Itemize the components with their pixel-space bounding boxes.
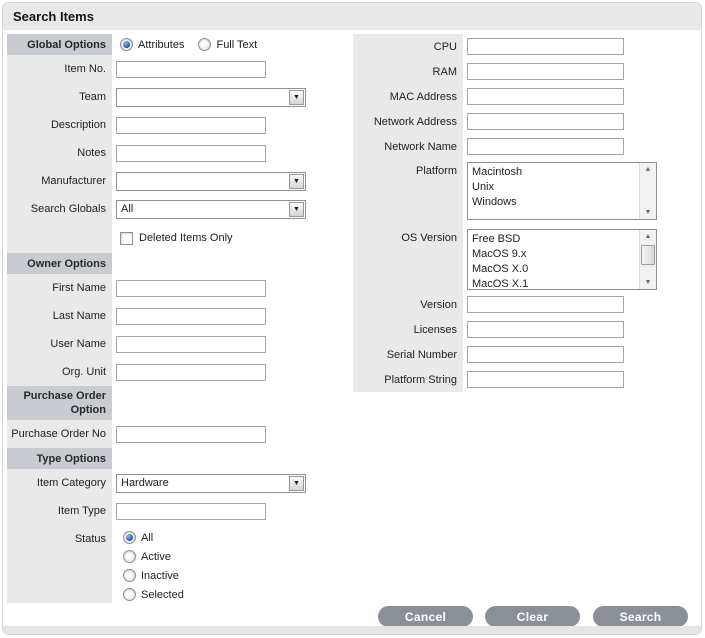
search-globals-select-value: All [121, 203, 134, 215]
last-name-row [7, 302, 355, 330]
notes-row [7, 139, 355, 167]
platform-string-input[interactable] [467, 371, 624, 388]
item-type-label: Item Type [7, 497, 112, 525]
chevron-down-icon: ▼ [289, 90, 304, 105]
deleted-items-only-row [7, 223, 355, 253]
org-unit-input[interactable] [116, 364, 266, 381]
status-label: Status [7, 525, 112, 603]
purchase-order-option-header: Purchase Order Option [7, 386, 112, 420]
attributes-radio-label: Attributes [138, 38, 185, 51]
platform-scrollbar[interactable] [639, 163, 656, 219]
description-input[interactable] [116, 117, 266, 134]
radio-selected-icon [123, 531, 136, 544]
user-name-input[interactable] [116, 336, 266, 353]
global-options-header: Global Options [7, 34, 112, 55]
scroll-up-icon[interactable]: ▲ [644, 233, 652, 240]
scroll-up-icon[interactable]: ▲ [644, 166, 652, 173]
bottom-strip [3, 626, 701, 634]
ram-input[interactable] [467, 63, 624, 80]
first-name-input[interactable] [116, 280, 266, 297]
radio-unselected-icon [123, 550, 136, 563]
licenses-row [353, 317, 701, 342]
owner-options-header: Owner Options [7, 253, 112, 274]
team-label: Team [7, 83, 112, 111]
org-unit-label: Org. Unit [7, 358, 112, 386]
owner-options-section-row [7, 253, 355, 274]
first-name-label: First Name [7, 274, 112, 302]
org-unit-row [7, 358, 355, 386]
platform-option-macintosh[interactable]: Macintosh [472, 166, 523, 178]
search-mode-radio-group [116, 38, 257, 51]
user-name-row [7, 330, 355, 358]
radio-selected-icon [120, 38, 133, 51]
os-option-macosx0[interactable]: MacOS X.0 [472, 263, 529, 275]
description-label: Description [7, 111, 112, 139]
serial-number-input[interactable] [467, 346, 624, 363]
notes-label: Notes [7, 139, 112, 167]
os-option-macosx1[interactable]: MacOS X.1 [472, 278, 529, 290]
version-label: Version [353, 292, 463, 317]
scroll-down-icon[interactable]: ▼ [644, 209, 652, 216]
deleted-items-only-checkbox[interactable] [120, 232, 233, 245]
manufacturer-row [7, 167, 355, 195]
purchase-order-no-input[interactable] [116, 426, 266, 443]
os-option-freebsd[interactable]: Free BSD [472, 233, 521, 245]
scrollbar-thumb[interactable] [641, 245, 655, 265]
last-name-label: Last Name [7, 302, 112, 330]
status-inactive-label: Inactive [141, 569, 179, 582]
right-form-column [353, 34, 701, 392]
os-version-label: OS Version [353, 226, 463, 292]
ram-label: RAM [353, 59, 463, 84]
item-no-input[interactable] [116, 61, 266, 78]
purchase-order-section-row [7, 386, 355, 420]
manufacturer-select[interactable] [116, 172, 306, 191]
deleted-items-only-label: Deleted Items Only [139, 232, 233, 244]
first-name-row [7, 274, 355, 302]
radio-unselected-icon [123, 569, 136, 582]
notes-input[interactable] [116, 145, 266, 162]
search-globals-select[interactable] [116, 200, 306, 219]
platform-option-unix[interactable]: Unix [472, 181, 495, 193]
manufacturer-label: Manufacturer [7, 167, 112, 195]
item-type-input[interactable] [116, 503, 266, 520]
platform-label: Platform [353, 159, 463, 226]
type-options-section-row [7, 448, 355, 469]
chevron-down-icon: ▼ [289, 174, 304, 189]
team-select[interactable] [116, 88, 306, 107]
cpu-row [353, 34, 701, 59]
status-active-radio[interactable] [123, 550, 171, 563]
chevron-down-icon: ▼ [289, 202, 304, 217]
scroll-down-icon[interactable]: ▼ [644, 279, 652, 286]
platform-string-row [353, 367, 701, 392]
team-row [7, 83, 355, 111]
cancel-button[interactable]: Cancel [378, 606, 473, 627]
global-options-section-row [7, 34, 355, 55]
mac-address-label: MAC Address [353, 84, 463, 109]
network-address-label: Network Address [353, 109, 463, 134]
version-input[interactable] [467, 296, 624, 313]
purchase-order-no-row [7, 420, 355, 448]
deleted-items-only-spacer [7, 223, 112, 253]
version-row [353, 292, 701, 317]
network-address-row [353, 109, 701, 134]
serial-number-row [353, 342, 701, 367]
mac-address-input[interactable] [467, 88, 624, 105]
checkbox-unchecked-icon [120, 232, 133, 245]
status-inactive-radio[interactable] [123, 569, 179, 582]
mac-address-row [353, 84, 701, 109]
platform-listbox[interactable] [467, 162, 657, 220]
network-address-input[interactable] [467, 113, 624, 130]
clear-button[interactable]: Clear [485, 606, 580, 627]
os-version-listbox[interactable] [467, 229, 657, 290]
item-no-row [7, 55, 355, 83]
network-name-input[interactable] [467, 138, 624, 155]
item-no-label: Item No. [7, 55, 112, 83]
item-category-select-value: Hardware [121, 477, 169, 489]
user-name-label: User Name [7, 330, 112, 358]
licenses-label: Licenses [353, 317, 463, 342]
purchase-order-no-label: Purchase Order No [7, 420, 112, 448]
os-version-row [353, 226, 701, 292]
search-items-panel [2, 2, 702, 635]
status-selected-label: Selected [141, 588, 184, 601]
status-all-radio[interactable] [123, 531, 153, 544]
titlebar [3, 3, 701, 30]
platform-string-label: Platform String [353, 367, 463, 392]
status-all-label: All [141, 531, 154, 544]
left-form-column [7, 34, 355, 603]
serial-number-label: Serial Number [353, 342, 463, 367]
network-name-label: Network Name [353, 134, 463, 159]
platform-option-windows[interactable]: Windows [472, 196, 517, 208]
page-title: Search Items [13, 9, 94, 24]
cpu-label: CPU [353, 34, 463, 59]
status-active-label: Active [141, 550, 171, 563]
attributes-radio[interactable] [120, 38, 184, 51]
ram-row [353, 59, 701, 84]
search-button[interactable]: Search [593, 606, 688, 627]
search-globals-row [7, 195, 355, 223]
full-text-radio[interactable] [198, 38, 257, 51]
status-selected-radio[interactable] [123, 588, 184, 601]
last-name-input[interactable] [116, 308, 266, 325]
description-row [7, 111, 355, 139]
item-category-label: Item Category [7, 469, 112, 497]
item-category-select[interactable] [116, 474, 306, 493]
search-globals-label: Search Globals [7, 195, 112, 223]
item-category-row [7, 469, 355, 497]
cpu-input[interactable] [467, 38, 624, 55]
os-option-macos9x[interactable]: MacOS 9.x [472, 248, 527, 260]
network-name-row [353, 134, 701, 159]
radio-unselected-icon [198, 38, 211, 51]
full-text-radio-label: Full Text [216, 38, 258, 51]
platform-row [353, 159, 701, 226]
radio-unselected-icon [123, 588, 136, 601]
status-row [7, 525, 355, 603]
item-type-row [7, 497, 355, 525]
type-options-header: Type Options [7, 448, 112, 469]
chevron-down-icon: ▼ [289, 476, 304, 491]
licenses-input[interactable] [467, 321, 624, 338]
os-version-scrollbar[interactable] [639, 230, 656, 289]
status-radio-group [116, 525, 184, 601]
